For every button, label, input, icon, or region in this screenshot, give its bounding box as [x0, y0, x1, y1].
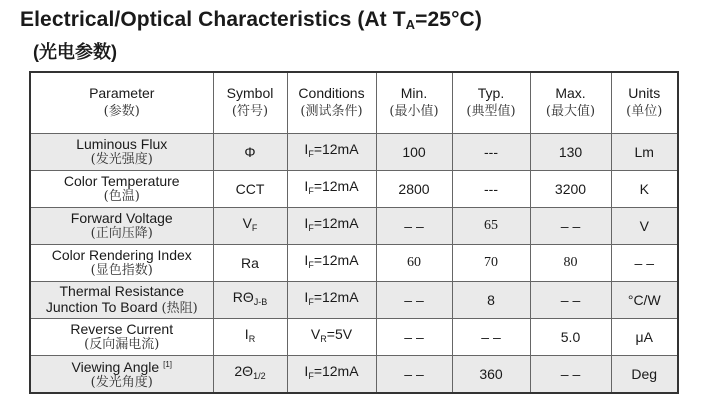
unit-cell: °C/W — [611, 281, 678, 318]
symbol-cell: $V_F$ — [213, 207, 287, 244]
conditions-cell: $V_R=5V$ — [287, 318, 376, 355]
param-cell: Color Rendering Index (显色指数) — [30, 244, 213, 281]
unit-cell: V — [611, 207, 678, 244]
page-subtitle: (光电参数) — [33, 42, 117, 62]
unit-cell: K — [611, 170, 678, 207]
unit-cell: Lm — [611, 133, 678, 170]
unit-cell: Deg — [611, 355, 678, 393]
title-subscript: A — [405, 17, 416, 32]
table-header-row — [30, 72, 678, 133]
min-cell: 100 — [376, 133, 452, 170]
symbol-cell: $R\Theta_{J-B}$ — [213, 281, 287, 318]
max-cell: 5.0 — [530, 318, 611, 355]
max-cell: – – — [530, 281, 611, 318]
table-row — [30, 318, 678, 355]
table-row — [30, 281, 678, 318]
min-cell: – – — [376, 207, 452, 244]
param-cell: Viewing Angle [1] (发光角度) — [30, 355, 213, 393]
conditions-cell: $I_F=12mA$ — [287, 281, 376, 318]
min-cell: – – — [376, 281, 452, 318]
symbol-cell: CCT — [213, 170, 287, 207]
param-cell: Color Temperature (色温) — [30, 170, 213, 207]
unit-cell: – – — [611, 244, 678, 281]
table-row — [30, 170, 678, 207]
min-cell: 60 — [376, 244, 452, 281]
conditions-cell: $I_F=12mA$ — [287, 355, 376, 393]
typ-cell: – – — [452, 318, 530, 355]
min-cell: 2800 — [376, 170, 452, 207]
header-parameter: Parameter (参数) — [30, 72, 213, 133]
header-max: Max. (最大值) — [530, 72, 611, 133]
symbol-cell: Φ — [213, 133, 287, 170]
header-units: Units (单位) — [611, 72, 678, 133]
header-symbol: Symbol (符号) — [213, 72, 287, 133]
typ-cell: --- — [452, 170, 530, 207]
typ-cell: 8 — [452, 281, 530, 318]
typ-cell: 65 — [452, 207, 530, 244]
max-cell: 130 — [530, 133, 611, 170]
symbol-cell: $I_R$ — [213, 318, 287, 355]
conditions-cell: $I_F=12mA$ — [287, 133, 376, 170]
max-cell: 3200 — [530, 170, 611, 207]
conditions-cell: $I_F=12mA$ — [287, 170, 376, 207]
typ-cell: --- — [452, 133, 530, 170]
min-cell: – – — [376, 318, 452, 355]
param-cell: Thermal Resistance Junction To Board (热阻) — [30, 281, 213, 318]
characteristics-table — [29, 71, 679, 394]
symbol-cell: $2\Theta_{1/2}$ — [213, 355, 287, 393]
typ-cell: 70 — [452, 244, 530, 281]
max-cell: – – — [530, 207, 611, 244]
header-conditions: Conditions (测试条件) — [287, 72, 376, 133]
table-row — [30, 244, 678, 281]
max-cell: 80 — [530, 244, 611, 281]
table-row — [30, 207, 678, 244]
table-row — [30, 355, 678, 393]
header-typ: Typ. (典型值) — [452, 72, 530, 133]
page-title — [20, 8, 482, 32]
param-cell: Forward Voltage (正向压降) — [30, 207, 213, 244]
title-suffix: =25°C) — [415, 8, 482, 31]
conditions-cell: $I_F=12mA$ — [287, 244, 376, 281]
conditions-cell: $I_F=12mA$ — [287, 207, 376, 244]
min-cell: – – — [376, 355, 452, 393]
unit-cell: μA — [611, 318, 678, 355]
param-cell: Luminous Flux (发光强度) — [30, 133, 213, 170]
table-row — [30, 133, 678, 170]
typ-cell: 360 — [452, 355, 530, 393]
param-cell: Reverse Current (反向漏电流) — [30, 318, 213, 355]
title-prefix: Electrical/Optical Characteristics (At T — [20, 8, 406, 31]
max-cell: – – — [530, 355, 611, 393]
header-min: Min. (最小值) — [376, 72, 452, 133]
symbol-cell: Ra — [213, 244, 287, 281]
footnote-marker: [1] — [163, 359, 172, 369]
